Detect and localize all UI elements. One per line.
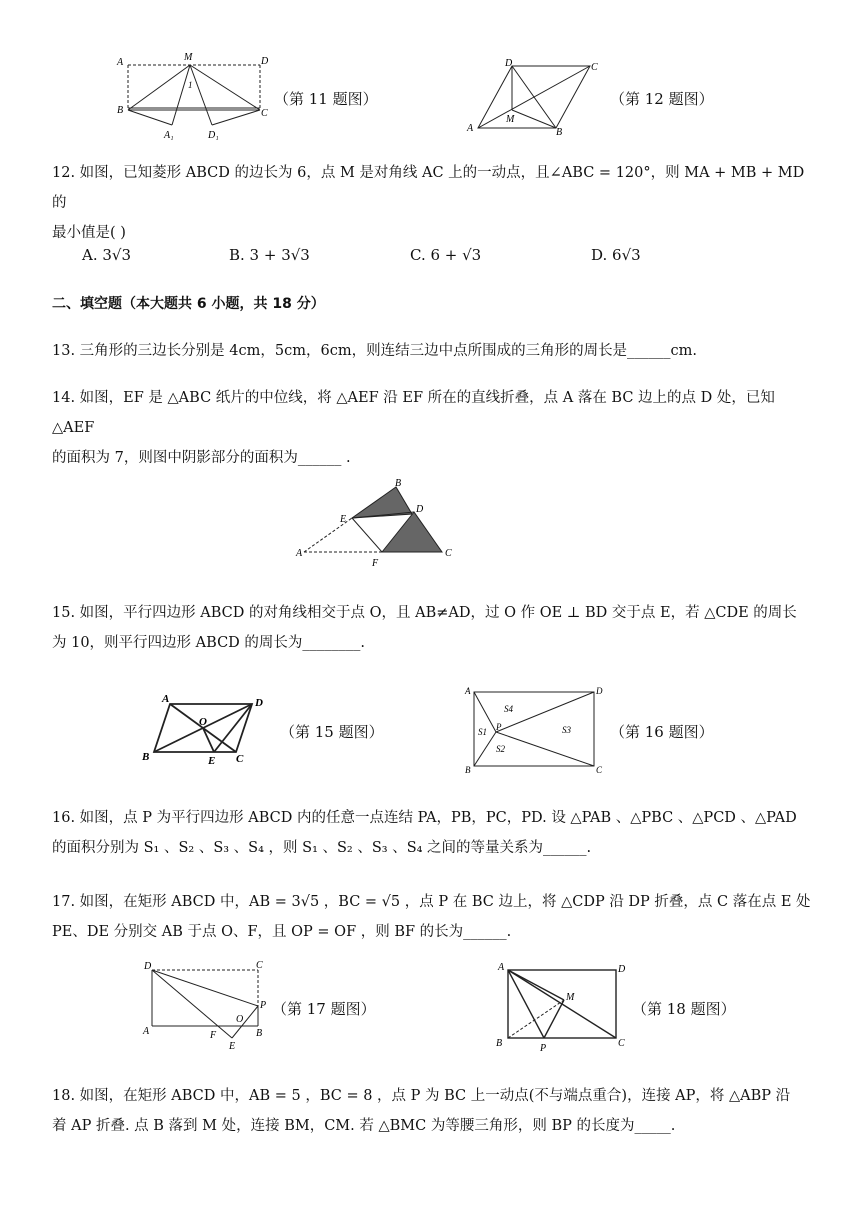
fig16-label-S3: S3	[562, 725, 571, 735]
fig17-label-D: D	[144, 961, 152, 972]
q17-line2: PE、DE 分别交 AB 于点 O、F，且 OP = OF ，则 BF 的长为______.	[52, 924, 512, 940]
fig11-label-C: C	[261, 108, 268, 119]
fig12-label-D: D	[505, 58, 513, 69]
question-13: 13. 三角形的三边长分别是 4cm，5cm，6cm，则连结三边中点所围成的三角形的周长是______cm.	[52, 343, 698, 359]
q12-option-c: C. 6 + √3	[410, 246, 482, 264]
fig17-label-C: C	[256, 960, 263, 971]
fig14-label-C: C	[445, 548, 452, 559]
q12-line1: 12. 如图，已知菱形 ABCD 的边长为 6，点 M 是对角线 AC 上的一动点，且∠ABC = 120°，则 MA + MB + MD 的	[52, 165, 805, 211]
q16-line1: 16. 如图，点 P 为平行四边形 ABCD 内的任意一点连结 PA，PB，PC，PD. 设 △PAB 、△PBC 、△PCD 、△PAD	[52, 810, 797, 826]
fig11-label-A1: A₁	[164, 130, 174, 141]
fig18-label-D: D	[618, 964, 626, 975]
fig17-label-A: A	[143, 1026, 150, 1037]
q16-line2: 的面积分别为 S₁ 、S₂ 、S₃ 、S₄ ，则 S₁ 、S₂ 、S₃ 、S₄ 之间的等量关系为______.	[52, 840, 592, 856]
fig16-label-S1: S1	[478, 727, 487, 737]
fig15-label-B: B	[142, 751, 150, 763]
fig17-label-F: F	[210, 1030, 217, 1041]
fig12-label-M: M	[506, 114, 515, 125]
fig15-label-D: D	[255, 697, 263, 709]
fig16-label-S4: S4	[504, 704, 513, 714]
fig11-label-M: M	[184, 52, 193, 63]
fig16-label-S2: S2	[496, 744, 505, 754]
q12-option-d: D. 6√3	[591, 246, 641, 264]
q18-line2: 着 AP 折叠. 点 B 落到 M 处，连接 BM，CM. 若 △BMC 为等腰三角形，则 BP 的长度为_____.	[52, 1118, 676, 1134]
question-18	[52, 1081, 812, 1141]
figure-11	[112, 50, 282, 145]
fig16-caption: （第 16 题图）	[610, 723, 714, 741]
figure-12	[464, 55, 604, 140]
figure-17	[140, 958, 274, 1054]
fig17-caption: （第 17 题图）	[272, 1000, 376, 1018]
fig16-label-D: D	[596, 686, 603, 696]
fig18-label-M: M	[566, 992, 575, 1003]
fig12-label-C: C	[591, 62, 598, 73]
fig14-label-B: B	[395, 478, 402, 489]
fig15-label-E: E	[208, 755, 216, 767]
fig16-label-P: P	[496, 722, 502, 732]
q17-line1: 17. 如图，在矩形 ABCD 中，AB = 3√5 ，BC = √5 ，点 P 在 BC 边上，将 △CDP 沿 DP 折叠，点 C 落在点 E 处	[52, 894, 811, 910]
q14-line1: 14. 如图，EF 是 △ABC 纸片的中位线，将 △AEF 沿 EF 所在的直线折叠，点 A 落在 BC 边上的点 D 处，已知 △AEF	[52, 390, 775, 436]
fig11-label-A: A	[117, 57, 124, 68]
fig15-label-A: A	[162, 693, 170, 705]
fig14-label-F: F	[372, 558, 379, 569]
figure-14	[292, 474, 468, 572]
fig11-caption: （第 11 题图）	[274, 90, 378, 108]
fig15-label-C: C	[236, 753, 244, 765]
fig18-caption: （第 18 题图）	[632, 1000, 736, 1018]
question-14	[52, 383, 812, 473]
q15-line1: 15. 如图，平行四边形 ABCD 的对角线相交于点 O，且 AB≠AD，过 O 作 OE ⊥ BD 交于点 E，若 △CDE 的周长	[52, 605, 797, 621]
fig12-label-A: A	[467, 123, 474, 134]
question-17	[52, 887, 812, 947]
fig11-label-1: 1	[188, 80, 193, 90]
fig16-label-B: B	[465, 765, 471, 774]
q15-line2: 为 10，则平行四边形 ABCD 的周长为________.	[52, 635, 366, 651]
fig18-label-C: C	[618, 1038, 625, 1049]
fig11-label-D1: D₁	[208, 130, 219, 141]
fig18-label-P: P	[540, 1043, 547, 1054]
fig16-label-C: C	[596, 765, 603, 774]
fig12-caption: （第 12 题图）	[610, 90, 714, 108]
fig18-label-B: B	[496, 1038, 503, 1049]
question-12	[52, 158, 812, 248]
figure-16	[462, 684, 608, 774]
figure-18	[490, 958, 636, 1054]
q18-line1: 18. 如图，在矩形 ABCD 中，AB = 5 ，BC = 8 ，点 P 为 BC 上一动点(不与端点重合)，连接 AP，将 △ABP 沿	[52, 1088, 791, 1104]
fig11-label-D: D	[261, 56, 269, 67]
section-heading: 二、填空题（本大题共 6 小题，共 18 分）	[52, 296, 325, 312]
q12-option-b: B. 3 + 3√3	[229, 246, 310, 264]
question-15	[52, 598, 812, 658]
q14-line2: 的面积为 7，则图中阴影部分的面积为______ .	[52, 450, 351, 466]
fig17-label-E: E	[229, 1041, 236, 1052]
q12-option-a: A. 3√3	[82, 246, 132, 264]
fig15-caption: （第 15 题图）	[280, 723, 384, 741]
fig17-label-B: B	[256, 1028, 263, 1039]
fig17-label-P: P	[260, 1000, 267, 1011]
fig16-label-A: A	[465, 686, 471, 696]
fig18-label-A: A	[498, 962, 505, 973]
fig14-label-D: D	[416, 504, 424, 515]
fig11-label-B: B	[117, 105, 124, 116]
fig14-label-A: A	[296, 548, 303, 559]
question-16	[52, 803, 812, 863]
fig15-label-O: O	[199, 716, 207, 728]
figure-15	[138, 690, 272, 768]
fig12-label-B: B	[556, 127, 563, 138]
fig14-label-E: E	[340, 514, 347, 525]
q12-line2: 最小值是( )	[52, 225, 126, 241]
fig17-label-O: O	[236, 1014, 244, 1025]
